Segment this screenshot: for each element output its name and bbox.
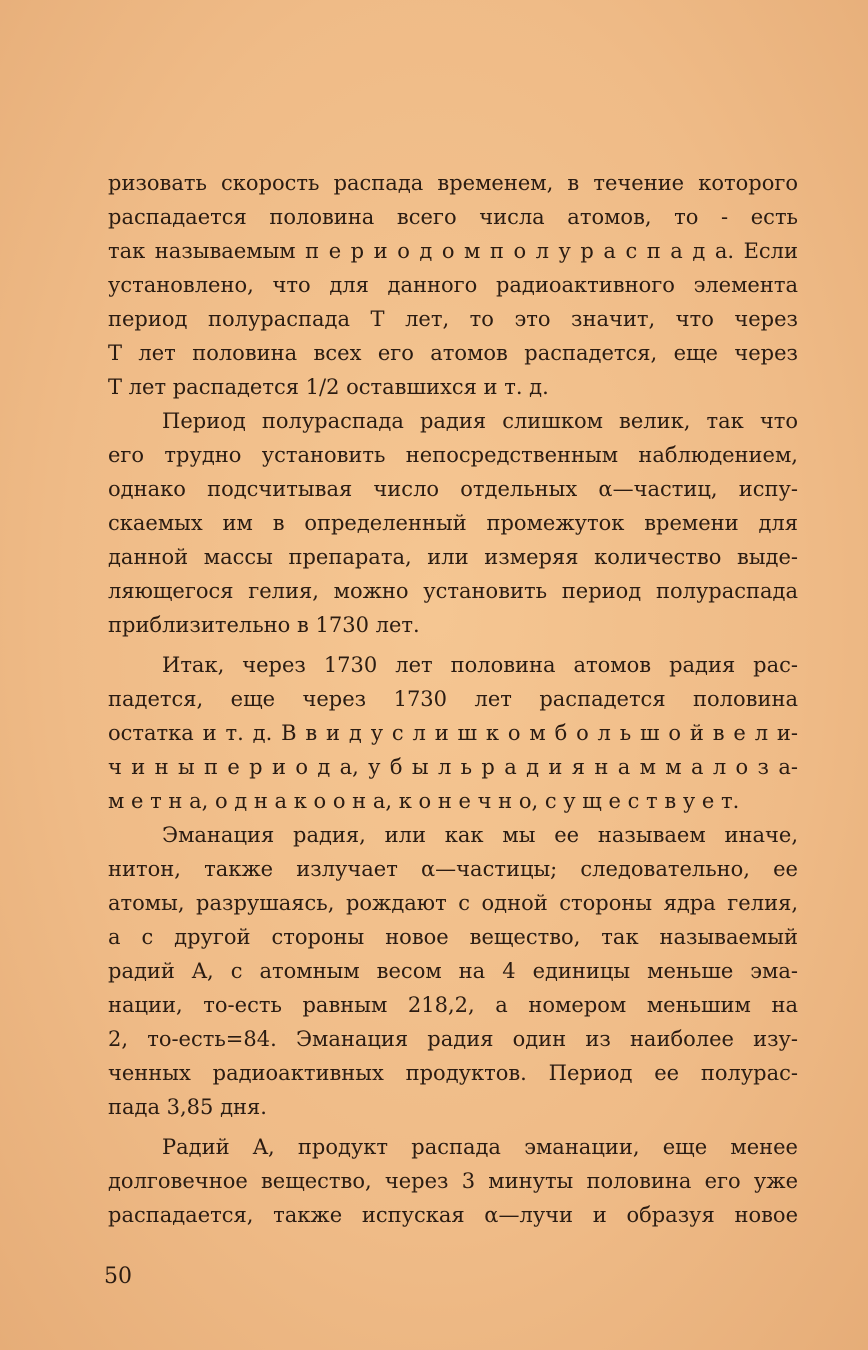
text-line: данной массы препарата, или измеряя количество выде- <box>108 545 798 569</box>
text-line: остатка и т. д. В в и д у с л и ш к о м б о л ь ш о й в е л и- <box>108 721 798 745</box>
paragraph-3 <box>108 648 798 818</box>
text-line: падется, еще через 1730 лет распадется половина <box>108 687 798 711</box>
paragraph-5 <box>108 1130 798 1232</box>
paragraph-1 <box>108 166 798 404</box>
text-line: Эманация радия, или как мы ее называем иначе, <box>162 823 798 847</box>
paragraph-4 <box>108 818 798 1124</box>
paragraph-2 <box>108 404 798 642</box>
text-line: Итак, через 1730 лет половина атомов радия рас- <box>162 653 798 677</box>
text-line: T лет распадется 1/2 оставшихся и т. д. <box>108 375 549 399</box>
text-line: его трудно установить непосредственным наблюдением, <box>108 443 798 467</box>
text-line: м е т н а, о д н а к о о н а, к о н е ч н о, с у щ е с т в у е т. <box>108 789 740 813</box>
text-line: распадается, также испуская α—лучи и образуя новое <box>108 1203 798 1227</box>
text-line: радий A, с атомным весом на 4 единицы меньше эма- <box>108 959 798 983</box>
text-line: ч и н ы п е р и о д а, у б ы л ь р а д и я н а м м а л о з а- <box>108 755 798 779</box>
text-line: 2, то-есть=84. Эманация радия один из наиболее изу- <box>108 1027 798 1051</box>
text-line: приблизительно в 1730 лет. <box>108 613 420 637</box>
text-line: скаемых им в определенный промежуток времени для <box>108 511 798 535</box>
text-line: нитон, также излучает α—частицы; следовательно, ее <box>108 857 798 881</box>
text-line: пада 3,85 дня. <box>108 1095 267 1119</box>
text-line: ченных радиоактивных продуктов. Период ее полурас- <box>108 1061 798 1085</box>
text-line: ризовать скорость распада временем, в течение которого <box>108 171 798 195</box>
text-line: распадается половина всего числа атомов, то - есть <box>108 205 798 229</box>
text-line: установлено, что для данного радиоактивного элемента <box>108 273 798 297</box>
page-number: 50 <box>104 1264 132 1289</box>
text-line: так называемым п е р и о д о м п о л у р а с п а д а. Если <box>108 239 798 263</box>
text-line: Период полураспада радия слишком велик, так что <box>162 409 798 433</box>
text-line: нации, то-есть равным 218,2, а номером меньшим на <box>108 993 798 1017</box>
text-line: период полураспада T лет, то это значит, что через <box>108 307 798 331</box>
text-line: T лет половина всех его атомов распадется, еще через <box>108 341 798 365</box>
text-line: однако подсчитывая число отдельных α—частиц, испу- <box>108 477 798 501</box>
text-line: ляющегося гелия, можно установить период полураспада <box>108 579 798 603</box>
text-line: атомы, разрушаясь, рождают с одной стороны ядра гелия, <box>108 891 798 915</box>
text-line: Радий A, продукт распада эманации, еще менее <box>162 1135 798 1159</box>
body-text <box>108 166 798 1232</box>
text-line: а с другой стороны новое вещество, так называемый <box>108 925 798 949</box>
text-line: долговечное вещество, через 3 минуты половина его уже <box>108 1169 798 1193</box>
